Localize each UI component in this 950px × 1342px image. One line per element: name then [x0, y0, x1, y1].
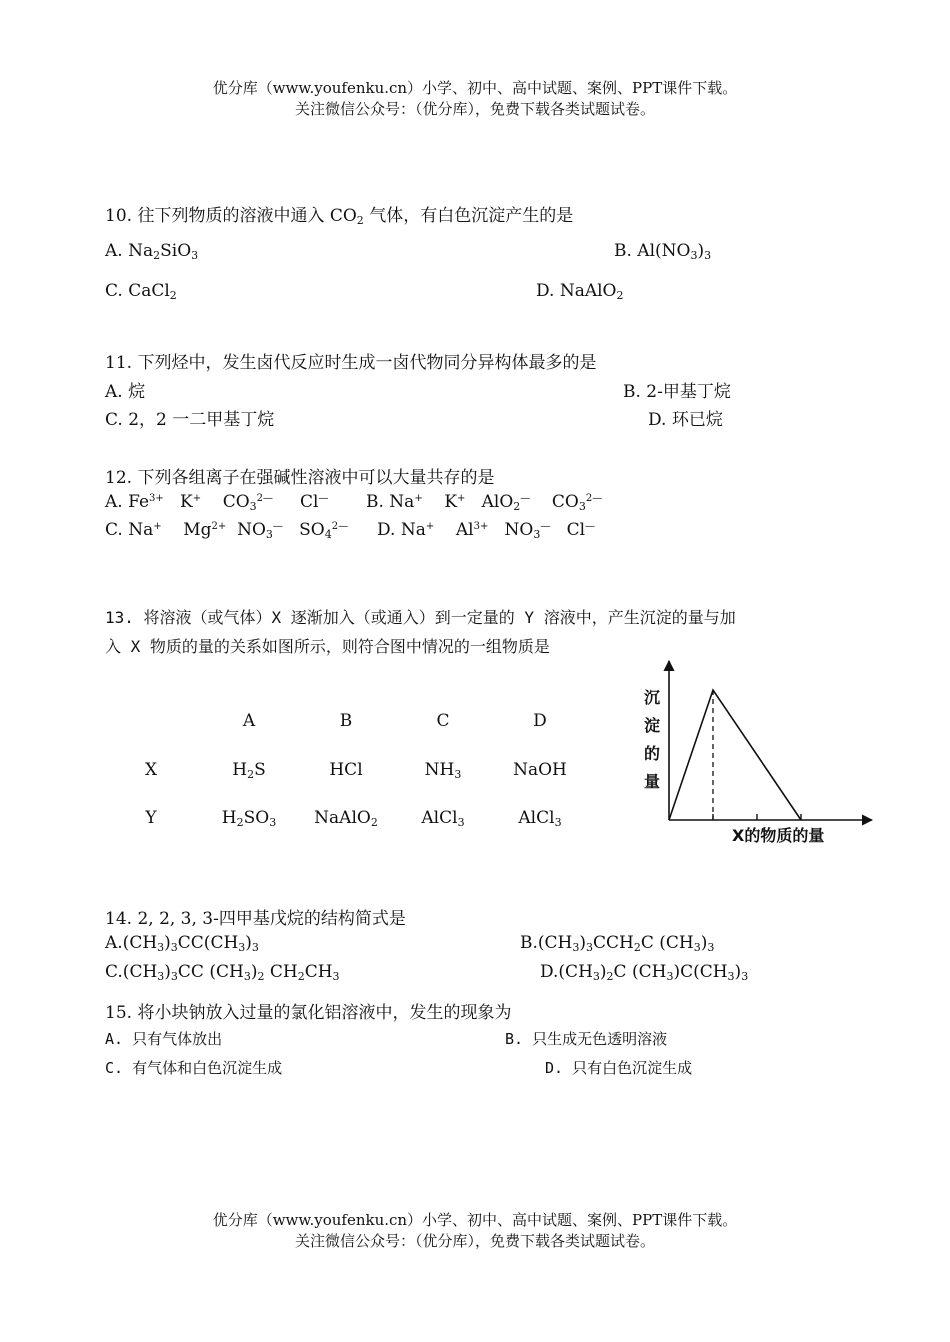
- table-cell-y-d: AlCl$_3$: [518, 808, 562, 829]
- table-col-header-a: A: [242, 711, 256, 731]
- q13-stem-line-2: 入 X 物质的量的关系如图所示，则符合图中情况的一组物质是: [105, 637, 550, 656]
- table-cell-x-d: NaOH: [513, 760, 567, 780]
- q10-option-d: D. NaAlO$_2$: [536, 281, 624, 302]
- q12-option-b: B. Na+ K+ AlO$_2$— $CO_3^{2—}$: [366, 492, 603, 513]
- table-cell-y-a: $H_2SO_3$: [221, 808, 277, 829]
- y-axis-label-char: 量: [644, 772, 661, 791]
- q14-option-d: $D.(CH_3)_2C$ $(CH_3)C(CH_3)_3$: [540, 962, 749, 983]
- q14-stem: 14. 2, 2, 3, 3-四甲基戊烷的结构简式是: [105, 909, 406, 929]
- q10-option-b: B. $Al(NO_3)_3$: [614, 241, 712, 262]
- table-col-header-c: C: [436, 711, 450, 731]
- table-cell-x-a: $H_2S$: [232, 760, 266, 781]
- table-cell-y-c: AlCl$_3$: [421, 808, 465, 829]
- q11-option-d: D. 环已烷: [648, 410, 723, 430]
- q15-option-a: A. 只有气体放出: [105, 1030, 223, 1048]
- q14-option-a: $A.(CH_3)_3CC(CH_3)_3$: [105, 933, 259, 954]
- series-line: [669, 690, 801, 820]
- table-row-label-y: Y: [145, 808, 157, 828]
- q11-stem: 11. 下列烃中，发生卤代反应时生成一卤代物同分异构体最多的是: [105, 353, 597, 373]
- precipitate-graph: [640, 655, 880, 850]
- q11-option-a: A. 烷: [105, 382, 146, 402]
- y-axis-label-char: 沉: [644, 688, 661, 707]
- q11-option-c: C. 2，2 一二甲基丁烷: [105, 410, 275, 430]
- footer-line-2: 关注微信公众号：（优分库），免费下载各类试题试卷。: [294, 1232, 655, 1250]
- table-col-header-d: D: [533, 711, 547, 731]
- q15-stem: 15. 将小块钠放入过量的氯化铝溶液中，发生的现象为: [105, 1003, 512, 1023]
- x-axis-label: X的物质的量: [732, 826, 825, 845]
- q11-option-b: B. 2-甲基丁烷: [623, 382, 731, 402]
- table-cell-x-c: $NH_3$: [424, 760, 462, 781]
- q10-option-c: C. CaCl$_2$: [105, 281, 177, 302]
- q15-option-c: C. 有气体和白色沉淀生成: [105, 1059, 283, 1077]
- q12-stem: 12. 下列各组离子在强碱性溶液中可以大量共存的是: [105, 468, 495, 488]
- header-line-1: 优分库（www.youfenku.cn）小学、初中、高中试题、案例、PPT课件下载。: [212, 79, 738, 97]
- table-cell-y-b: NaAlO$_2$: [314, 808, 378, 829]
- footer-line-1: 优分库（www.youfenku.cn）小学、初中、高中试题、案例、PPT课件下载。: [212, 1211, 738, 1229]
- q12-option-d: D. Na+ $Al^{3+}$ $NO_3^—$ Cl—: [377, 520, 596, 541]
- table-cell-x-b: HCl: [329, 760, 363, 780]
- q13-stem-line-1: 13. 将溶液（或气体）X 逐渐加入（或通入）到一定量的 Y 溶液中，产生沉淀的量与加: [105, 608, 736, 627]
- table-col-header-b: B: [339, 711, 353, 731]
- table-row-label-x: X: [144, 760, 158, 780]
- q12-option-c: C. Na+ $Mg^{2+}$ $NO_3^—$ $SO_4^{2—}$: [105, 520, 349, 541]
- y-axis-label-char: 淀: [644, 716, 661, 735]
- q14-option-c: $C.(CH_3)_3CC$ $(CH_3)_2$ $CH_2CH_3$: [105, 962, 340, 983]
- y-axis-label-char: 的: [644, 744, 661, 763]
- q12-option-a: A. $Fe^{3+}$ K+ $CO_3^{2—}$ Cl—: [105, 492, 329, 513]
- q10-option-a: A. $Na_2SiO_3$: [105, 241, 199, 262]
- q14-option-b: $B.(CH_3)_3CCH_2C$ $(CH_3)_3$: [520, 933, 715, 954]
- header-line-2: 关注微信公众号：（优分库），免费下载各类试题试卷。: [294, 100, 655, 118]
- q10-stem: 10. 往下列物质的溶液中通入 $CO_2$ 气体，有白色沉淀产生的是: [105, 206, 574, 227]
- q15-option-b: B. 只生成无色透明溶液: [505, 1030, 668, 1048]
- q15-option-d: D. 只有白色沉淀生成: [545, 1059, 693, 1077]
